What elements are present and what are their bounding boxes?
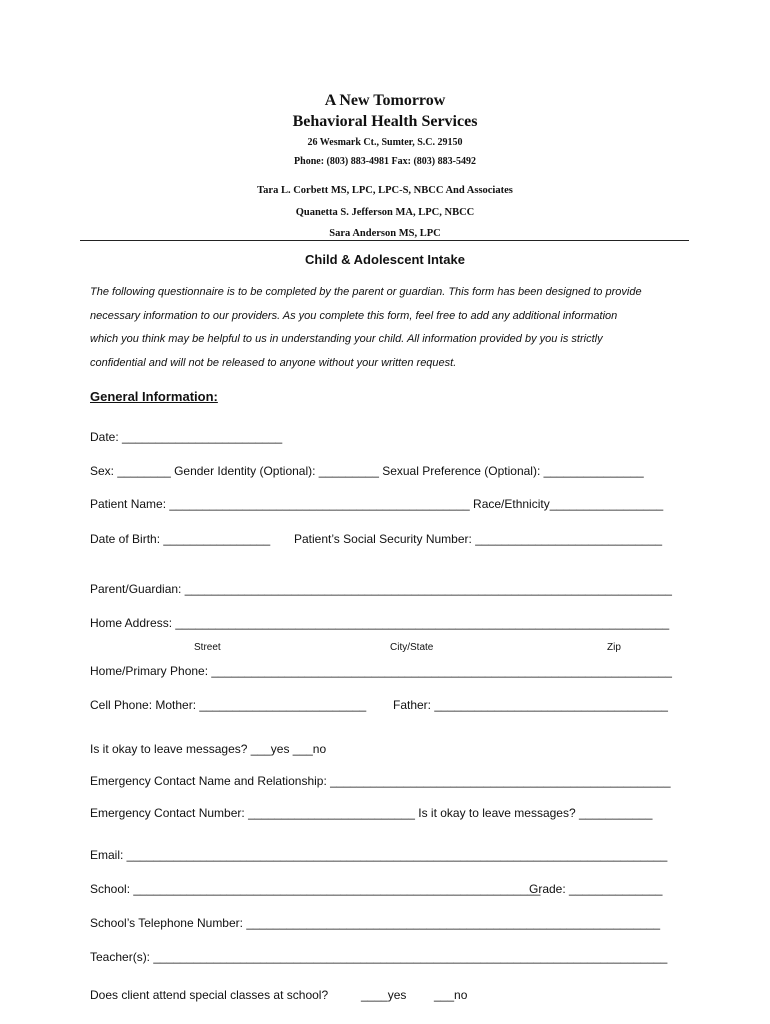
special-classes-question: Does client attend special classes at school? [90, 988, 329, 1002]
home-address-field[interactable]: Home Address: __________________________________________________________________________ [90, 616, 670, 630]
form-title: Child & Adolescent Intake [305, 252, 465, 267]
email-field[interactable]: Email: _________________________________________________________________________________ [90, 848, 668, 862]
date-field[interactable]: Date: ________________________ [90, 430, 283, 444]
intro-line-4: confidential and will not be released to anyone without your written request. [90, 357, 457, 369]
staff-line-2: Quanetta S. Jefferson MA, LPC, NBCC [295, 207, 475, 218]
special-classes-no[interactable]: ___no [434, 988, 468, 1002]
emergency-contact-number-field[interactable]: Emergency Contact Number: _________________________ Is it okay to leave messages? ___________ [90, 806, 653, 820]
org-subtitle: Behavioral Health Services [292, 113, 478, 130]
staff-line-3: Sara Anderson MS, LPC [329, 228, 441, 239]
city-state-label: City/State [390, 642, 434, 653]
header-divider [80, 240, 689, 241]
intro-line-2: necessary information to our providers. As you complete this form, feel free to add any additional information [90, 310, 618, 322]
section-heading-general: General Information: [90, 389, 218, 404]
emergency-contact-name-field[interactable]: Emergency Contact Name and Relationship: ___________________________________________________ [90, 774, 671, 788]
ssn-field[interactable]: Patient’s Social Security Number: ____________________________ [294, 532, 663, 546]
home-phone-field[interactable]: Home/Primary Phone: _____________________________________________________________________ [90, 664, 672, 678]
school-phone-field[interactable]: School’s Telephone Number: ______________________________________________________________ [90, 916, 661, 930]
org-name: A New Tomorrow [324, 92, 446, 109]
teachers-field[interactable]: Teacher(s): _____________________________________________________________________________ [90, 950, 668, 964]
org-address: 26 Wesmark Ct., Sumter, S.C. 29150 [307, 137, 463, 148]
zip-label: Zip [607, 642, 621, 653]
cell-father-field[interactable]: Father: ___________________________________ [393, 698, 668, 712]
patient-name-field[interactable]: Patient Name: _____________________________________________ Race/Ethnicity_________________ [90, 497, 664, 511]
dob-field[interactable]: Date of Birth: ________________ [90, 532, 271, 546]
parent-guardian-field[interactable]: Parent/Guardian: _________________________________________________________________________ [90, 582, 672, 596]
sex-gender-field[interactable]: Sex: ________ Gender Identity (Optional): _________ Sexual Preference (Optional): _______________ [90, 464, 644, 478]
school-field[interactable]: School: _____________________________________________________________ [90, 882, 541, 896]
cell-mother-field[interactable]: Cell Phone: Mother: _________________________ [90, 698, 367, 712]
org-phone-fax: Phone: (803) 883-4981 Fax: (803) 883-5492 [294, 156, 476, 167]
leave-messages-field[interactable]: Is it okay to leave messages? ___yes ___no [90, 742, 327, 756]
intro-line-3: which you think may be helpful to us in understanding your child. All information provided by you is strictly [90, 333, 603, 345]
street-label: Street [194, 642, 221, 653]
intro-line-1: The following questionnaire is to be completed by the parent or guardian. This form has been designed to provide [90, 286, 642, 298]
staff-line-1: Tara L. Corbett MS, LPC, LPC-S, NBCC And Associates [257, 185, 513, 196]
special-classes-yes[interactable]: ____yes [361, 988, 407, 1002]
grade-field[interactable]: Grade: ______________ [529, 882, 663, 896]
